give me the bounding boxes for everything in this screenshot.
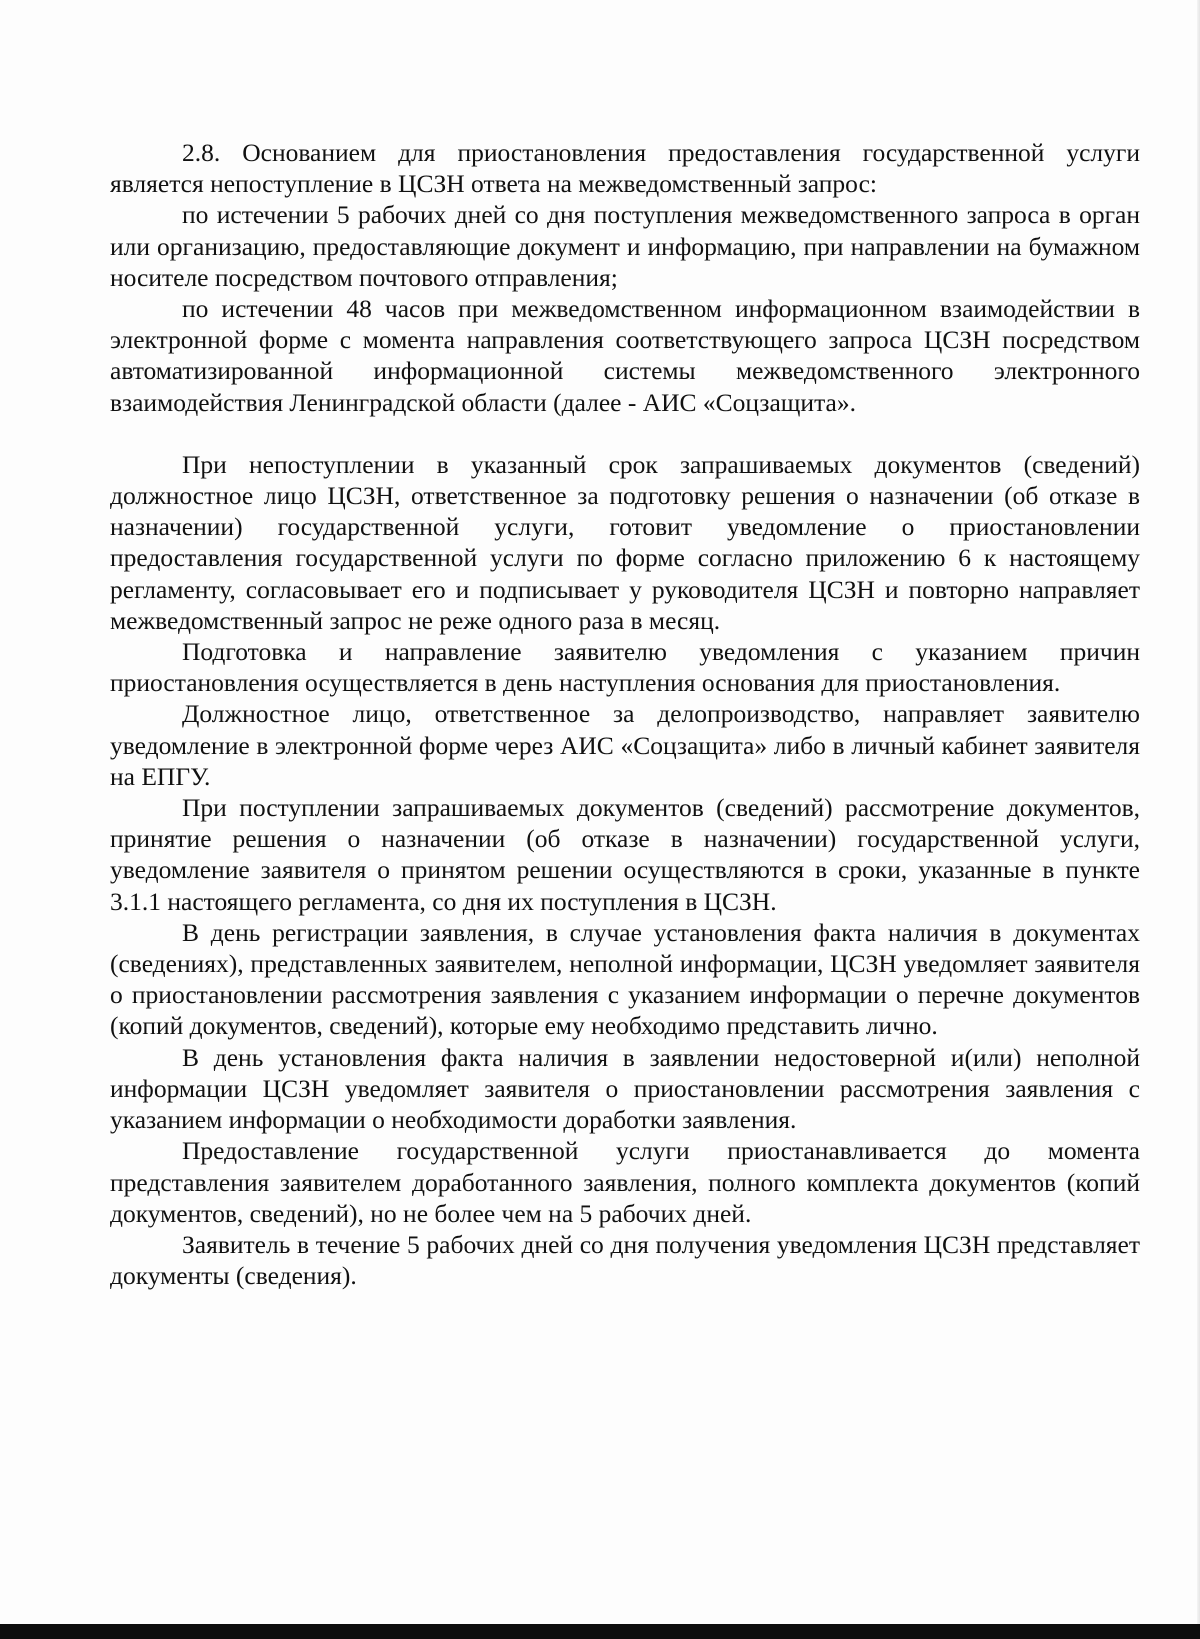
paragraph-suspension-period: Предоставление государственной услуги приостанавливается до момента представления заявителем доработанного заявления, полного комплекта документов (копий документов, сведений), но не более чем на 5 рабочих дней. <box>110 1136 1140 1228</box>
paragraph-registration-day: В день регистрации заявления, в случае установления факта наличия в документах (сведениях), представленных заявителем, неполной информации, ЦСЗН уведомляет заявителя о приостановлении рассмотрения заявления с указанием информации о перечне документов (копий документов, сведений), которые ему необходимо представить лично. <box>110 917 1140 1041</box>
paragraph-notification-preparation: Подготовка и направление заявителю уведомления с указанием причин приостановления осуществляется в день наступления основания для приостановления. <box>110 637 1140 698</box>
paragraph-postal-request: по истечении 5 рабочих дней со дня поступления межведомственного запроса в орган или организацию, предоставляющие документ и информацию, при направлении на бумажном носителе посредством почтового отправления; <box>110 200 1140 292</box>
paragraph-unreliable-info: В день установления факта наличия в заявлении недостоверной и(или) неполной информации ЦСЗН уведомляет заявителя о приостановлении рассмотрения заявления с указанием информации о необходимости доработки заявления. <box>110 1042 1140 1135</box>
paragraph-records-officer: Должностное лицо, ответственное за делопроизводство, направляет заявителю уведомление в электронной форме через АИС «Соцзащита» либо в личный кабинет заявителя на ЕПГУ. <box>110 699 1140 791</box>
paragraph-applicant-submission: Заявитель в течение 5 рабочих дней со дня получения уведомления ЦСЗН представляет документы (сведения). <box>110 1229 1140 1291</box>
scan-bottom-border <box>0 1624 1200 1639</box>
paragraph-electronic-request: по истечении 48 часов при межведомственном информационном взаимодействии в электронной форме с момента направления соответствующего запроса ЦСЗН посредством автоматизированной информационной системы межведомственного электронного взаимодействия Ленинградской области (далее - АИС «Соцзащита». <box>110 294 1140 417</box>
paragraph-non-receipt: При непоступлении в указанный срок запрашиваемых документов (сведений) должностное лицо ЦСЗН, ответственное за подготовку решения о назначении (об отказе в назначении) государственной услуги, готовит уведомление о приостановлении предоставления государственной услуги по форме согласно приложению 6 к настоящему регламенту, согласовывает его и подписывает у руководителя ЦСЗН и повторно направляет межведомственный запрос не реже одного раза в месяц. <box>110 449 1140 635</box>
document-body <box>110 137 1140 1291</box>
paragraph-upon-receipt: При поступлении запрашиваемых документов (сведений) рассмотрение документов, принятие решения о назначении (об отказе в назначении) государственной услуги, уведомление заявителя о принятом решении осуществляются в сроки, указанные в пункте 3.1.1 настоящего регламента, со дня их поступления в ЦСЗН. <box>110 793 1140 916</box>
paragraph-2-8: 2.8. Основанием для приостановления предоставления государственной услуги является непоступление в ЦСЗН ответа на межведомственный запрос: <box>110 138 1140 199</box>
